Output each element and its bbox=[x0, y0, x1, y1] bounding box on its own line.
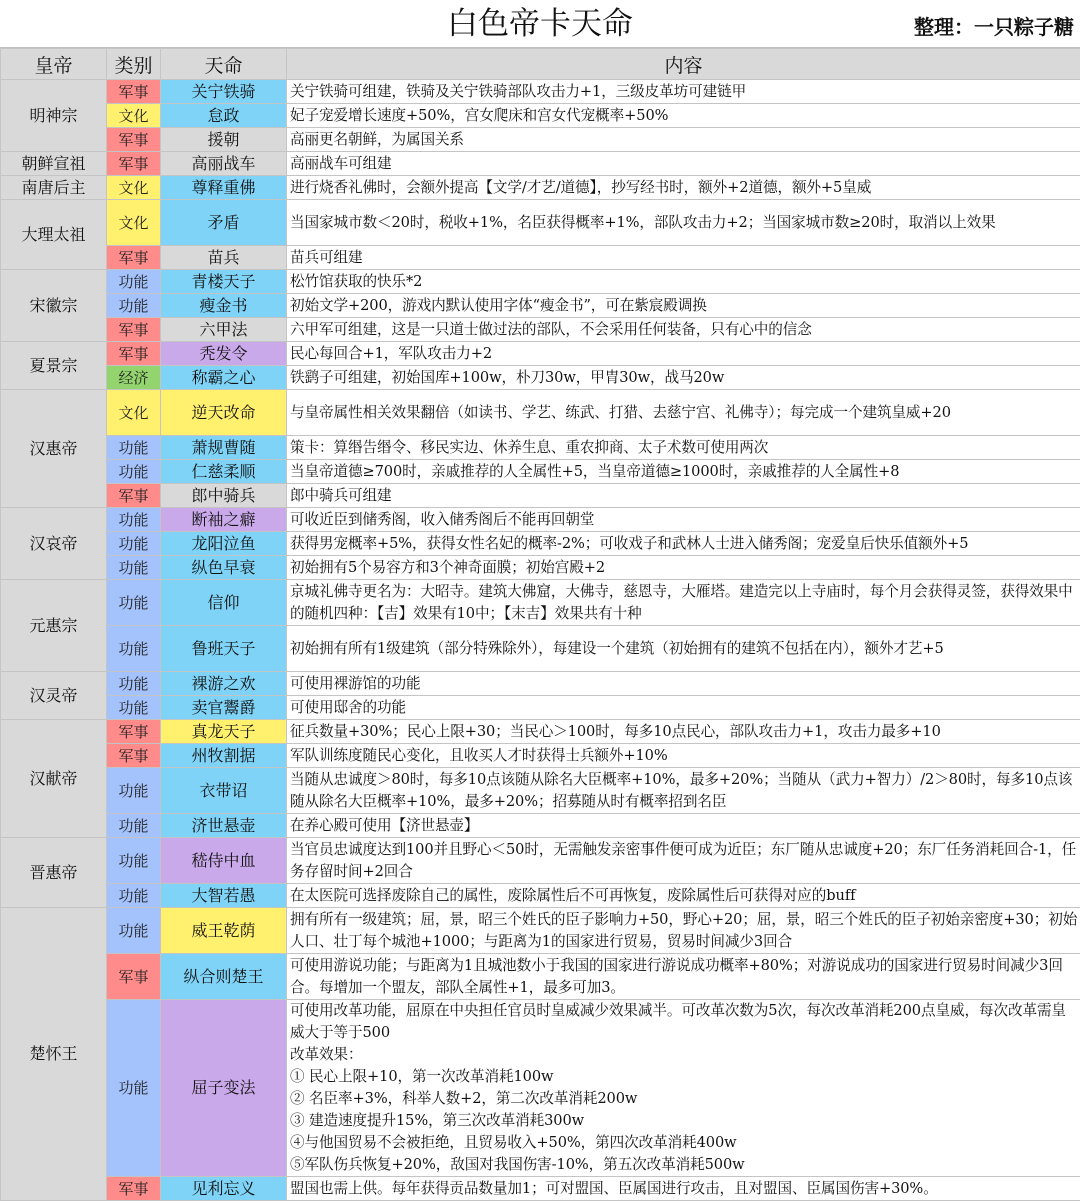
table-row bbox=[1, 508, 1080, 532]
table-row bbox=[1, 80, 1080, 104]
table-row bbox=[1, 626, 1080, 672]
table-row bbox=[1, 104, 1080, 128]
content-cell: 当随从忠诚度＞80时，每多10点该随从除名大臣概率+10%，最多+20%；当随从（武力+智力）/2＞80时，每多10点该随从除名大臣概率+10%，最多+20%；招募随从时有概率招到名臣 bbox=[287, 768, 1080, 814]
mandate-cell: 见利忘义 bbox=[161, 1177, 287, 1201]
emperor-cell: 晋惠帝 bbox=[1, 838, 107, 908]
category-cell: 军事 bbox=[107, 954, 161, 1000]
category-cell: 功能 bbox=[107, 626, 161, 672]
header-row bbox=[1, 49, 1080, 80]
category-cell: 功能 bbox=[107, 294, 161, 318]
content-cell: 征兵数量+30%；民心上限+30；当民心＞100时，每多10点民心，部队攻击力+1，攻击力最多+10 bbox=[287, 720, 1080, 744]
mandate-cell: 信仰 bbox=[161, 580, 287, 626]
mandate-cell: 高丽战车 bbox=[161, 152, 287, 176]
table-row bbox=[1, 908, 1080, 954]
emperor-cell: 宋徽宗 bbox=[1, 270, 107, 342]
emperor-cell: 汉哀帝 bbox=[1, 508, 107, 580]
content-cell: 苗兵可组建 bbox=[287, 246, 1080, 270]
table-row bbox=[1, 436, 1080, 460]
mandate-cell: 青楼天子 bbox=[161, 270, 287, 294]
table-row bbox=[1, 246, 1080, 270]
table-row bbox=[1, 294, 1080, 318]
mandate-cell: 卖官鬻爵 bbox=[161, 696, 287, 720]
content-cell: 策卡：算缗告缗令、移民实边、休养生息、重农抑商、太子术数可使用两次 bbox=[287, 436, 1080, 460]
content-cell: 高丽战车可组建 bbox=[287, 152, 1080, 176]
table-row bbox=[1, 532, 1080, 556]
content-cell: 可使用裸游馆的功能 bbox=[287, 672, 1080, 696]
mandate-cell: 逆天改命 bbox=[161, 390, 287, 436]
content-cell: 京城礼佛寺更名为：大昭寺。建筑大佛窟，大佛寺，慈恩寺，大雁塔。建造完以上寺庙时，每个月会获得灵签，获得效果中的随机四种：【吉】效果有10中；【末吉】效果共有十种 bbox=[287, 580, 1080, 626]
content-cell: 获得男宠概率+5%，获得女性名妃的概率-2%；可收戏子和武林人士进入储秀阁；宠爱皇后快乐值额外+5 bbox=[287, 532, 1080, 556]
table-row bbox=[1, 1000, 1080, 1177]
category-cell: 军事 bbox=[107, 246, 161, 270]
content-cell: 可收近臣到储秀阁，收入储秀阁后不能再回朝堂 bbox=[287, 508, 1080, 532]
category-cell: 文化 bbox=[107, 104, 161, 128]
content-cell: 与皇帝属性相关效果翻倍（如读书、学艺、练武、打猎、去慈宁宫、礼佛寺）；每完成一个建筑皇威+20 bbox=[287, 390, 1080, 436]
content-cell: 军队训练度随民心变化，且收买人才时获得士兵额外+10% bbox=[287, 744, 1080, 768]
content-cell: 可使用邸舍的功能 bbox=[287, 696, 1080, 720]
content-cell: 民心每回合+1，军队攻击力+2 bbox=[287, 342, 1080, 366]
emperor-cell: 汉献帝 bbox=[1, 720, 107, 838]
mandate-cell: 纵合则楚王 bbox=[161, 954, 287, 1000]
category-cell: 军事 bbox=[107, 1177, 161, 1201]
category-cell: 功能 bbox=[107, 696, 161, 720]
table-row bbox=[1, 176, 1080, 200]
content-cell bbox=[287, 1000, 1080, 1177]
category-cell: 军事 bbox=[107, 128, 161, 152]
category-cell: 功能 bbox=[107, 556, 161, 580]
table-row bbox=[1, 720, 1080, 744]
mandate-cell: 州牧割据 bbox=[161, 744, 287, 768]
category-cell: 军事 bbox=[107, 720, 161, 744]
category-cell: 功能 bbox=[107, 460, 161, 484]
mandate-cell: 断袖之癖 bbox=[161, 508, 287, 532]
category-cell: 功能 bbox=[107, 270, 161, 294]
mandate-cell: 称霸之心 bbox=[161, 366, 287, 390]
category-cell: 经济 bbox=[107, 366, 161, 390]
mandate-cell: 大智若愚 bbox=[161, 884, 287, 908]
table-row bbox=[1, 580, 1080, 626]
mandate-cell: 威王乾荫 bbox=[161, 908, 287, 954]
mandate-cell: 裸游之欢 bbox=[161, 672, 287, 696]
mandate-cell: 萧规曹随 bbox=[161, 436, 287, 460]
mandate-cell: 矛盾 bbox=[161, 200, 287, 246]
table-row bbox=[1, 390, 1080, 436]
mandate-cell: 衣带诏 bbox=[161, 768, 287, 814]
content-cell: 拥有所有一级建筑；屈，景，昭三个姓氏的臣子影响力+50，野心+20；屈，景，昭三个姓氏的臣子初始亲密度+30；初始人口、壮丁每个城池+1000；与距离为1的国家进行贸易，贸易时间减少3回合 bbox=[287, 908, 1080, 954]
page-credit: 整理：一只粽子糖 bbox=[914, 14, 1074, 40]
content-cell: 盟国也需上供。每年获得贡品数量加1；可对盟国、臣属国进行攻击，且对盟国、臣属国伤害+30%。 bbox=[287, 1177, 1080, 1201]
content-cell: 初始文学+200，游戏内默认使用字体“瘦金书”，可在紫宸殿调换 bbox=[287, 294, 1080, 318]
content-cell: 妃子宠爱增长速度+50%，宫女爬床和宫女代宠概率+50% bbox=[287, 104, 1080, 128]
mandate-cell: 怠政 bbox=[161, 104, 287, 128]
table-row bbox=[1, 484, 1080, 508]
table-row bbox=[1, 556, 1080, 580]
category-cell: 文化 bbox=[107, 176, 161, 200]
content-line: ⑤军队伤兵恢复+20%，敌国对我国伤害-10%，第五次改革消耗500w bbox=[290, 1154, 1078, 1176]
header-category: 类别 bbox=[107, 49, 161, 80]
table-row bbox=[1, 696, 1080, 720]
content-cell: 当官员忠诚度达到100并且野心＜50时，无需触发亲密事件便可成为近臣；东厂随从忠诚度+20；东厂任务消耗回合-1，任务存留时间+2回合 bbox=[287, 838, 1080, 884]
table-row bbox=[1, 270, 1080, 294]
mandate-cell: 尊释重佛 bbox=[161, 176, 287, 200]
content-cell: 可使用游说功能；与距离为1且城池数小于我国的国家进行游说成功概率+80%；对游说成功的国家进行贸易时间减少3回合。每增加一个盟友，部队全属性+1，最多可加3。 bbox=[287, 954, 1080, 1000]
header-mandate: 天命 bbox=[161, 49, 287, 80]
title-bar bbox=[0, 0, 1080, 48]
category-cell: 军事 bbox=[107, 80, 161, 104]
mandate-cell: 屈子变法 bbox=[161, 1000, 287, 1177]
content-cell: 当国家城市数＜20时，税收+1%，名臣获得概率+1%，部队攻击力+2；当国家城市数≥20时，取消以上效果 bbox=[287, 200, 1080, 246]
table-row bbox=[1, 366, 1080, 390]
content-cell: 高丽更名朝鲜，为属国关系 bbox=[287, 128, 1080, 152]
category-cell: 功能 bbox=[107, 884, 161, 908]
content-cell: 关宁铁骑可组建，铁骑及关宁铁骑部队攻击力+1，三级皮革坊可建链甲 bbox=[287, 80, 1080, 104]
category-cell: 军事 bbox=[107, 318, 161, 342]
category-cell: 军事 bbox=[107, 484, 161, 508]
emperor-cell: 夏景宗 bbox=[1, 342, 107, 390]
category-cell: 功能 bbox=[107, 672, 161, 696]
content-line: ① 民心上限+10，第一次改革消耗100w bbox=[290, 1066, 1078, 1088]
table-row bbox=[1, 884, 1080, 908]
content-cell: 铁鹞子可组建，初始国库+100w，朴刀30w，甲胄30w，战马20w bbox=[287, 366, 1080, 390]
content-cell: 初始拥有5个易容方和3个神奇面膜；初始宫殿+2 bbox=[287, 556, 1080, 580]
emperor-cell: 元惠宗 bbox=[1, 580, 107, 672]
mandate-cell: 援朝 bbox=[161, 128, 287, 152]
mandate-cell: 郎中骑兵 bbox=[161, 484, 287, 508]
content-cell: 当皇帝道德≥700时，亲戚推荐的人全属性+5，当皇帝道德≥1000时，亲戚推荐的人全属性+8 bbox=[287, 460, 1080, 484]
mandate-cell: 秃发令 bbox=[161, 342, 287, 366]
mandate-table bbox=[0, 48, 1080, 1201]
emperor-cell: 楚怀王 bbox=[1, 908, 107, 1201]
mandate-cell: 关宁铁骑 bbox=[161, 80, 287, 104]
table-row bbox=[1, 152, 1080, 176]
category-cell: 军事 bbox=[107, 152, 161, 176]
emperor-cell: 明神宗 bbox=[1, 80, 107, 152]
content-cell: 进行烧香礼佛时，会额外提高【文学/才艺/道德】，抄写经书时，额外+2道德，额外+5皇威 bbox=[287, 176, 1080, 200]
table-row bbox=[1, 744, 1080, 768]
table-row bbox=[1, 954, 1080, 1000]
mandate-cell: 龙阳泣鱼 bbox=[161, 532, 287, 556]
mandate-cell: 苗兵 bbox=[161, 246, 287, 270]
emperor-cell: 大理太祖 bbox=[1, 200, 107, 270]
table-row bbox=[1, 838, 1080, 884]
category-cell: 功能 bbox=[107, 814, 161, 838]
content-line: ③ 建造速度提升15%，第三次改革消耗300w bbox=[290, 1110, 1078, 1132]
page-title: 白色帝卡天命 bbox=[0, 4, 1080, 44]
mandate-cell: 真龙天子 bbox=[161, 720, 287, 744]
emperor-cell: 汉灵帝 bbox=[1, 672, 107, 720]
content-cell: 松竹馆获取的快乐*2 bbox=[287, 270, 1080, 294]
category-cell: 文化 bbox=[107, 390, 161, 436]
content-cell: 郎中骑兵可组建 bbox=[287, 484, 1080, 508]
content-cell: 在太医院可选择废除自己的属性，废除属性后不可再恢复，废除属性后可获得对应的buff bbox=[287, 884, 1080, 908]
category-cell: 功能 bbox=[107, 838, 161, 884]
category-cell: 文化 bbox=[107, 200, 161, 246]
content-cell: 在养心殿可使用【济世悬壶】 bbox=[287, 814, 1080, 838]
mandate-cell: 仁慈柔顺 bbox=[161, 460, 287, 484]
category-cell: 功能 bbox=[107, 436, 161, 460]
table-row bbox=[1, 200, 1080, 246]
category-cell: 功能 bbox=[107, 1000, 161, 1177]
content-line: 改革效果： bbox=[290, 1044, 1078, 1066]
category-cell: 功能 bbox=[107, 580, 161, 626]
content-line: ② 名臣率+3%，科举人数+2，第二次改革消耗200w bbox=[290, 1088, 1078, 1110]
category-cell: 军事 bbox=[107, 342, 161, 366]
category-cell: 功能 bbox=[107, 532, 161, 556]
emperor-cell: 朝鲜宣祖 bbox=[1, 152, 107, 176]
mandate-cell: 济世悬壶 bbox=[161, 814, 287, 838]
table-row bbox=[1, 814, 1080, 838]
table-row bbox=[1, 318, 1080, 342]
mandate-cell: 鲁班天子 bbox=[161, 626, 287, 672]
table-row bbox=[1, 128, 1080, 152]
header-emperor: 皇帝 bbox=[1, 49, 107, 80]
mandate-cell: 嵇侍中血 bbox=[161, 838, 287, 884]
emperor-cell: 汉惠帝 bbox=[1, 390, 107, 508]
table-row bbox=[1, 768, 1080, 814]
category-cell: 功能 bbox=[107, 768, 161, 814]
table-body bbox=[1, 80, 1080, 1201]
content-line: ④与他国贸易不会被拒绝，且贸易收入+50%，第四次改革消耗400w bbox=[290, 1132, 1078, 1154]
mandate-cell: 纵色早衰 bbox=[161, 556, 287, 580]
category-cell: 功能 bbox=[107, 508, 161, 532]
emperor-cell: 南唐后主 bbox=[1, 176, 107, 200]
category-cell: 军事 bbox=[107, 744, 161, 768]
content-cell: 六甲军可组建，这是一只道士做过法的部队，不会采用任何装备，只有心中的信念 bbox=[287, 318, 1080, 342]
table-row bbox=[1, 342, 1080, 366]
table-row bbox=[1, 1177, 1080, 1201]
content-cell: 初始拥有所有1级建筑（部分特殊除外），每建设一个建筑（初始拥有的建筑不包括在内），额外才艺+5 bbox=[287, 626, 1080, 672]
mandate-cell: 瘦金书 bbox=[161, 294, 287, 318]
header-content: 内容 bbox=[287, 49, 1080, 80]
category-cell: 功能 bbox=[107, 908, 161, 954]
mandate-cell: 六甲法 bbox=[161, 318, 287, 342]
table-row bbox=[1, 672, 1080, 696]
table-row bbox=[1, 460, 1080, 484]
content-line: 可使用改革功能，屈原在中央担任官员时皇威减少效果减半。可改革次数为5次，每次改革消耗200点皇威，每次改革需皇威大于等于500 bbox=[290, 1000, 1078, 1044]
